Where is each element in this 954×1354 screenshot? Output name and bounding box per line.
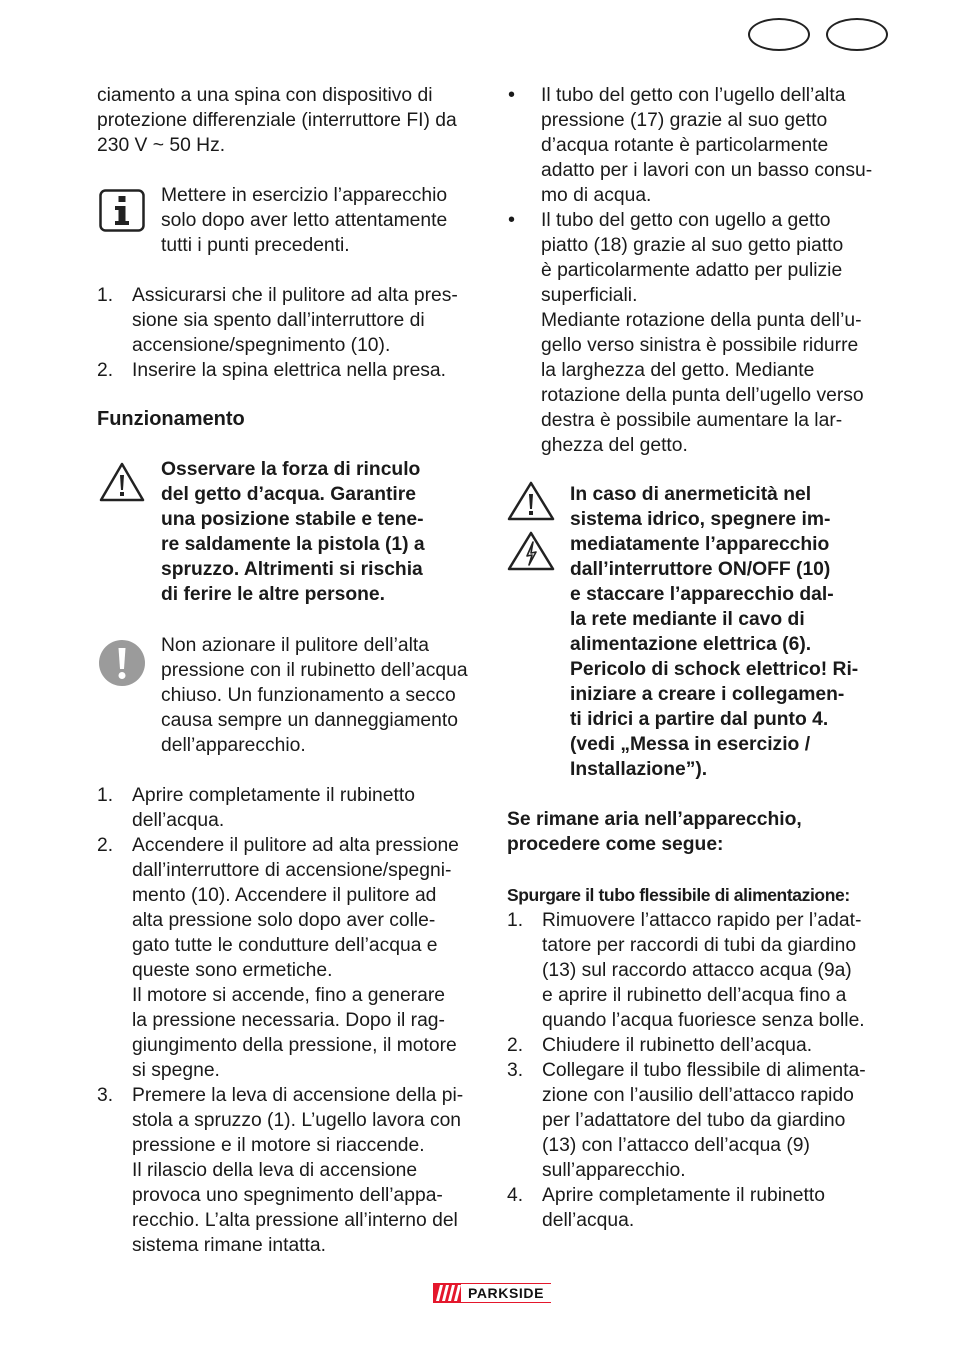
list-item: 1. Assicurarsi che il pulitore ad alta pres- sione sia spento dall’interruttore di accensione/spegnimento (10).	[97, 285, 458, 356]
intro-paragraph: ciamento a una spina con dispositivo di protezione differenziale (interruttore FI) da 230 V ~ 50 Hz.	[97, 85, 457, 156]
info-icon	[99, 189, 145, 232]
logo-stripes-icon	[435, 1283, 461, 1303]
electric-shock-icon	[507, 530, 555, 572]
list-item: 3. Premere la leva di accensione della pi- stola a spruzzo (1). L’ugello lavora con pressione e il motore si riaccende. Il rilascio della leva di accensione provoca uno spegnimento dell’appa- recchio. L’alta pressione all’interno del sistema rimane intatta.	[97, 1085, 464, 1256]
list-item: 1. Rimuovere l’attacco rapido per l’adat- tatore per raccordi di tubi da giardino (13) sul raccordo attacco acqua (9a) e aprire il rubinetto dell’acqua fino a quando l’acqua fuoriesce senza bolle.	[507, 910, 865, 1031]
air-heading: Se rimane aria nell’apparecchio, procedere come segue:	[507, 809, 802, 855]
list-item: • Il tubo del getto con ugello a getto piatto (18) grazie al suo getto piatto è particolarmente adatto per pulizie superficiali. Mediante rotazione della punta dell’u- gello verso sinistra è possibile ridurre la larghezza del getto. Mediante rotazione della punta dell’ugello verso destra è possibile aumentare la lar- ghezza del getto.	[508, 209, 864, 456]
info-note: Mettere in esercizio l’apparecchio solo dopo aver letto attentamente tutti i punti precedenti.	[161, 185, 448, 256]
warning-triangle-icon	[99, 461, 145, 503]
subheading: Spurgare il tubo flessibile di alimentazione:	[507, 885, 850, 905]
caution-circle-icon	[98, 639, 146, 687]
list-item: 2. Chiudere il rubinetto dell’acqua.	[507, 1035, 813, 1056]
parkside-logo	[433, 1283, 551, 1303]
language-badge-2	[826, 18, 888, 51]
warning-triangle-icon	[507, 480, 555, 522]
list-item: 4. Aprire completamente il rubinetto dell’acqua.	[507, 1185, 825, 1231]
danger-note: In caso di anermeticità nel sistema idrico, spegnere im- mediatamente l’apparecchio dall’interruttore ON/OFF (10) e staccare l’apparecchio dal- la rete mediante il cavo di alimentazione elettrica (6). Pericolo di schock elettrico! Ri- iniziare a creare i collegamen- ti idrici a partire dal punto 4. (vedi „Messa in esercizio / Installazione”).	[570, 484, 859, 780]
warning-note: Osservare la forza di rinculo del getto d’acqua. Garantire una posizione stabile e tene- re saldamente la pistola (1) a spruzzo. Altrimenti si rischia di ferire le altre persone.	[161, 459, 425, 605]
caution-note: Non azionare il pulitore dell’alta pressione con il rubinetto dell’acqua chiuso. Un funzionamento a secco causa sempre un danneggiamento dell’apparecchio.	[161, 635, 468, 756]
section-heading: Funzionamento	[97, 408, 245, 430]
list-item: 2. Accendere il pulitore ad alta pressione dall’interruttore di accensione/spegni- mento (10). Accendere il pulitore ad alta pressione solo dopo aver colle- gato tutte le condutture dell’acqua e queste sono ermetiche. Il motore si accende, fino a generare la pressione necessaria. Dopo il rag- giungimento della pressione, il motore si spegne.	[97, 835, 459, 1081]
list-item: 1. Aprire completamente il rubinetto dell’acqua.	[97, 785, 415, 831]
brand-name: PARKSIDE	[461, 1284, 551, 1302]
list-item: 3. Collegare il tubo flessibile di alimenta- zione con l’ausilio dell’attacco rapido per l’adattatore del tubo da giardino (13) con l’attacco dell’acqua (9) sull’apparecchio.	[507, 1060, 866, 1181]
language-badge-1	[748, 18, 810, 51]
list-item: 2. Inserire la spina elettrica nella presa.	[97, 360, 447, 381]
list-item: • Il tubo del getto con l’ugello dell’alta pressione (17) grazie al suo getto d’acqua rotante è particolarmente adatto per i lavori con un basso consu- mo di acqua.	[508, 84, 873, 206]
